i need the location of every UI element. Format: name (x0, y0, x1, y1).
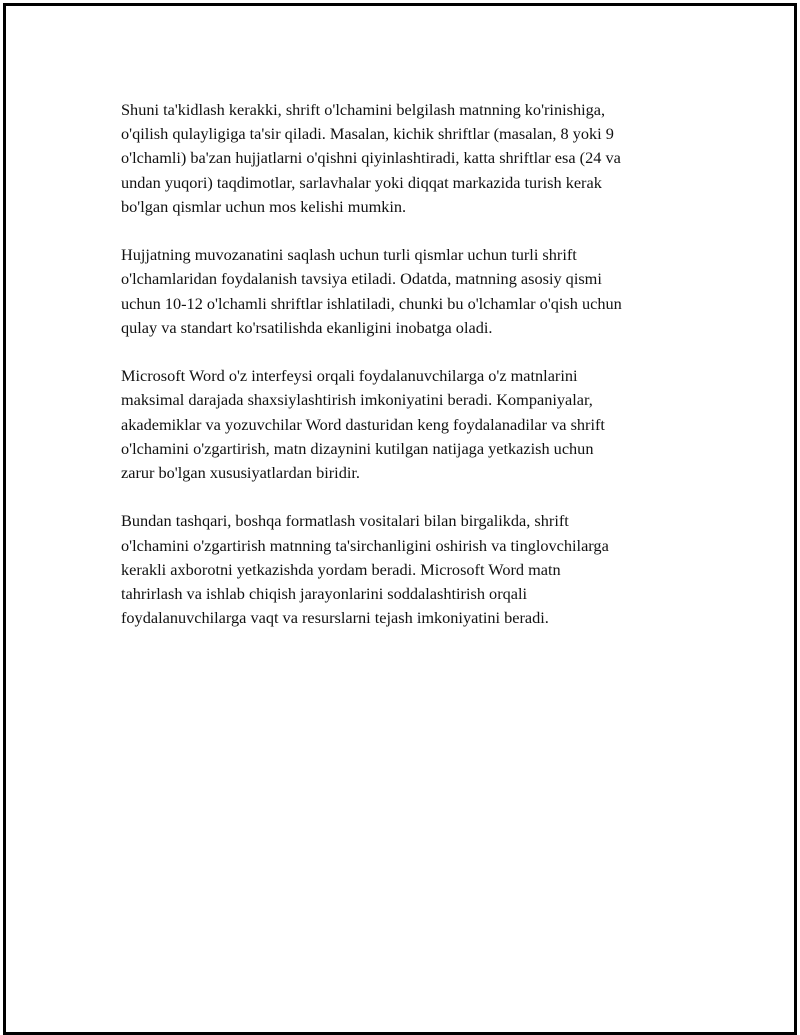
paragraph-1: Shuni ta'kidlash kerakki, shrift o'lchamini belgilash matnning ko'rinishiga, o'qilish qulayligiga ta'sir qiladi. Masalan, kichik shriftlar (masalan, 8 yoki 9 o'lchamli) ba'zan hujjatlarni o'qishni qiyinlashtiradi, katta shriftlar esa (24 va undan yuqori) taqdimotlar, sarlavhalar yoki diqqat markazida turish kerak bo'lgan qismlar uchun mos kelishi mumkin. (121, 100, 621, 216)
paragraph-4: Bundan tashqari, boshqa formatlash vositalari bilan birgalikda, shrift o'lchamini o'zgartirish matnning ta'sirchanligini oshirish va tinglovchilarga kerakli axborotni yetkazishda yordam beradi. Microsoft Word matn tahrirlash va ishlab chiqish jarayonlarini soddalashtirish orqali foydalanuvchilarga vaqt va resurslarni tejash imkoniyatini beradi. (121, 511, 609, 628)
paragraph-2: Hujjatning muvozanatini saqlash uchun turli qismlar uchun turli shrift o'lchamlaridan foydalanish tavsiya etiladi. Odatda, matnning asosiy qismi uchun 10-12 o'lchamli shriftlar ishlatiladi, chunki bu o'lchamlar o'qish uchun qulay va standart ko'rsatilishda ekanligini inobatga oladi. (121, 245, 622, 337)
page-frame (3, 3, 797, 1035)
document-body (121, 98, 706, 655)
paragraph-3: Microsoft Word o'z interfeysi orqali foydalanuvchilarga o'z matnlarini maksimal darajada shaxsiylashtirish imkoniyatini beradi. Kompaniyalar, akademiklar va yozuvchilar Word dasturidan keng foydalanadilar va shrift o'lchamini o'zgartirish, matn dizaynini kutilgan natijaga yetkazish uchun zarur bo'lgan xususiyatlardan biridir. (121, 366, 605, 483)
